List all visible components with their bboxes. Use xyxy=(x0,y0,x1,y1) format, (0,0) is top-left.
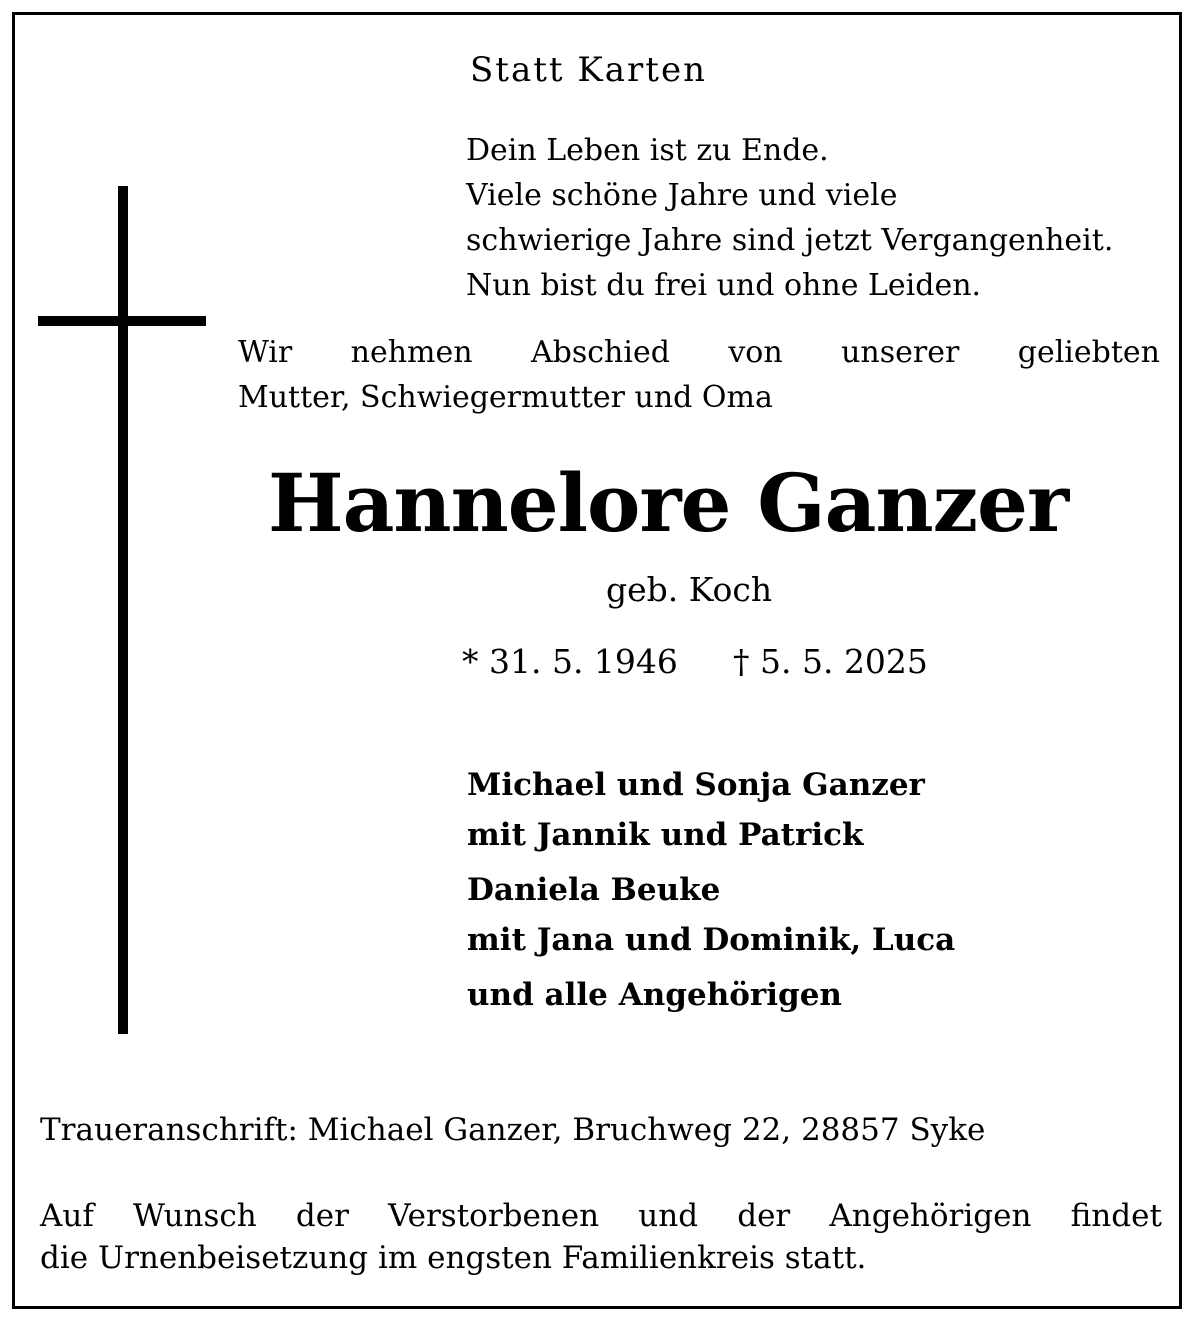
cross-vertical-bar xyxy=(118,186,128,1034)
farewell-intro-line-2: Mutter, Schwiegermutter und Oma xyxy=(238,380,773,415)
intro-word: unserer xyxy=(841,335,960,370)
burial-note-line-2: die Urnenbeisetzung im engsten Familienkreis statt. xyxy=(40,1240,867,1276)
poem-line: Viele schöne Jahre und viele xyxy=(466,178,898,213)
mourner-line: mit Jannik und Patrick xyxy=(467,817,864,853)
burial-note xyxy=(40,1195,1162,1279)
poem-line: schwierige Jahre sind jetzt Vergangenheit. xyxy=(466,223,1114,258)
intro-word: geliebten xyxy=(1017,335,1160,370)
mourner-line: und alle Angehörigen xyxy=(467,977,842,1013)
intro-word: Abschied xyxy=(530,335,670,370)
intro-word: von xyxy=(728,335,783,370)
intro-word: nehmen xyxy=(350,335,473,370)
mourning-address: Traueranschrift: Michael Ganzer, Bruchweg 22, 28857 Syke xyxy=(40,1112,986,1148)
mourner-line: Michael und Sonja Ganzer xyxy=(467,767,925,803)
mourners-list xyxy=(467,760,955,1020)
mourner-line: Daniela Beuke xyxy=(467,872,721,908)
note-word: und xyxy=(638,1198,699,1234)
deceased-name: Hannelore Ganzer xyxy=(268,456,1069,550)
statt-karten-heading: Statt Karten xyxy=(470,50,707,90)
death-date: † 5. 5. 2025 xyxy=(733,642,928,681)
note-word: Wunsch xyxy=(132,1198,257,1234)
note-word: Auf xyxy=(40,1198,94,1234)
intro-word: Wir xyxy=(238,335,293,370)
poem xyxy=(466,128,1113,308)
burial-note-line-1 xyxy=(40,1195,1162,1237)
farewell-intro-line-1 xyxy=(238,330,1160,375)
cross-horizontal-bar xyxy=(38,316,206,326)
maiden-name: geb. Koch xyxy=(606,570,773,609)
poem-line: Nun bist du frei und ohne Leiden. xyxy=(466,268,982,303)
mourner-line: mit Jana und Dominik, Luca xyxy=(467,922,956,958)
note-word: der xyxy=(295,1198,349,1234)
note-word: Angehörigen xyxy=(829,1198,1032,1234)
farewell-intro xyxy=(238,330,1160,420)
poem-line: Dein Leben ist zu Ende. xyxy=(466,133,829,168)
note-word: findet xyxy=(1070,1198,1162,1234)
note-word: Verstorbenen xyxy=(388,1198,600,1234)
note-word: der xyxy=(737,1198,791,1234)
birth-date: * 31. 5. 1946 xyxy=(462,642,678,681)
